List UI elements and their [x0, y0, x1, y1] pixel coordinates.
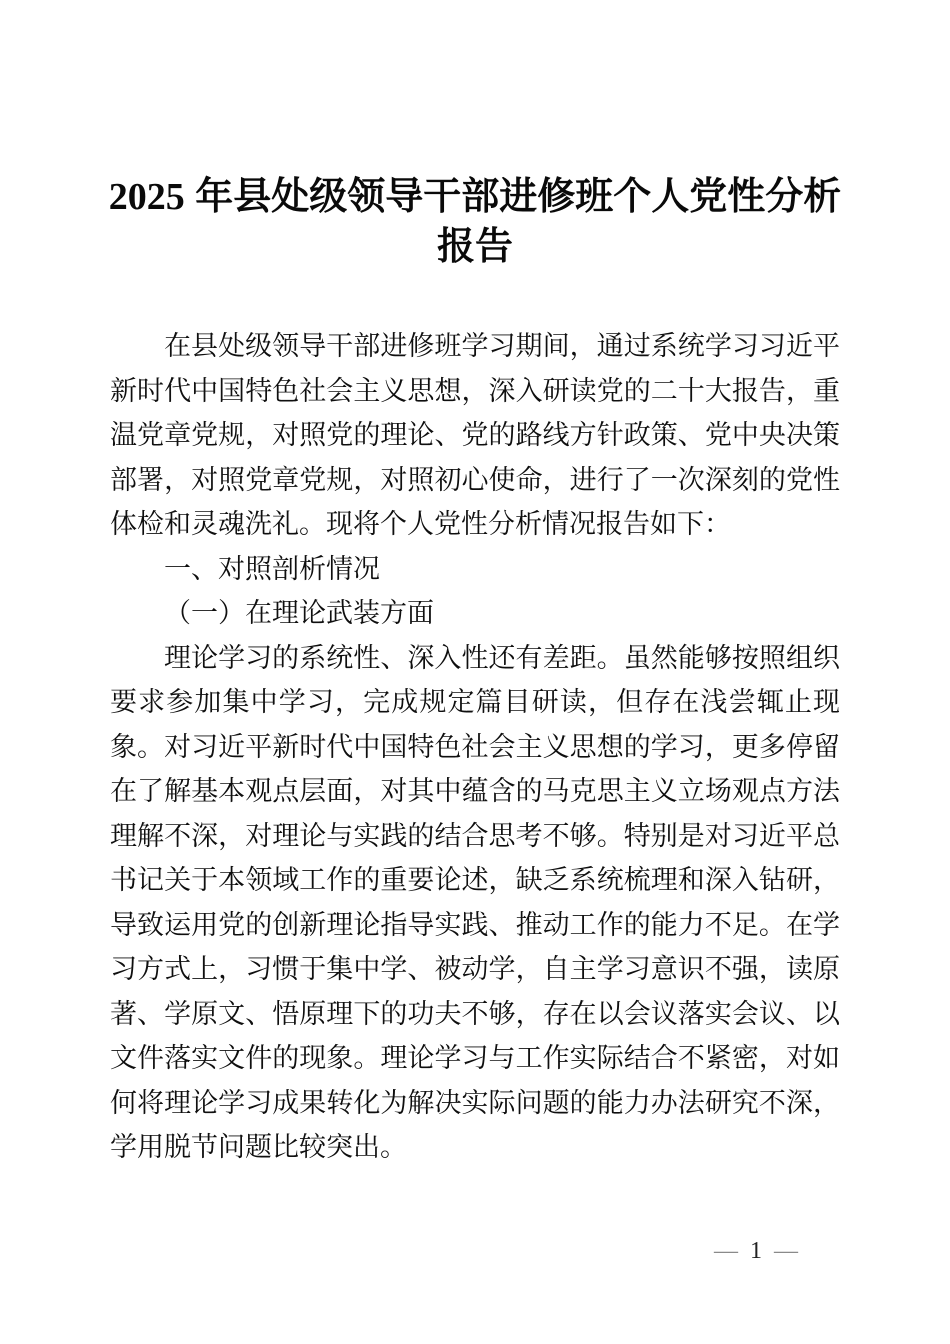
document-body	[110, 324, 840, 1170]
page-number: 1	[750, 1238, 762, 1264]
page-number-dash-right: —	[774, 1238, 798, 1264]
document-title	[103, 172, 848, 272]
title-text: 年县处级领导干部进修班个人党性分析报告	[195, 176, 842, 268]
paragraph: 理论学习的系统性、深入性还有差距。虽然能够按照组织要求参加集中学习，完成规定篇目研读，但存在浅尝辄止现象。对习近平新时代中国特色社会主义思想的学习，更多停留在了解基本观点层面，对其中蕴含的马克思主义立场观点方法理解不深，对理论与实践的结合思考不够。特别是对习近平总书记关于本领域工作的重要论述，缺乏系统梳理和深入钻研，导致运用党的创新理论指导实践、推动工作的能力不足。在学习方式上，习惯于集中学、被动学，自主学习意识不强，读原著、学原文、悟原理下的功夫不够，存在以会议落实会议、以文件落实文件的现象。理论学习与工作实际结合不紧密，对如何将理论学习成果转化为解决实际问题的能力办法研究不深，学用脱节问题比较突出。	[110, 642, 840, 1162]
title-year: 2025	[108, 176, 185, 218]
section-heading: （一）在理论武装方面	[164, 598, 434, 628]
section-heading: 一、对照剖析情况	[164, 553, 380, 584]
paragraph: 在县处级领导干部进修班学习期间，通过系统学习习近平新时代中国特色社会主义思想，深入研读党的二十大报告，重温党章党规，对照党的理论、党的路线方针政策、党中央决策部署，对照党章党规，对照初心使命，进行了一次深刻的党性体检和灵魂洗礼。现将个人党性分析情况报告如下：	[110, 331, 840, 539]
page-number-dash-left: —	[714, 1238, 738, 1264]
page-footer	[0, 1236, 804, 1266]
